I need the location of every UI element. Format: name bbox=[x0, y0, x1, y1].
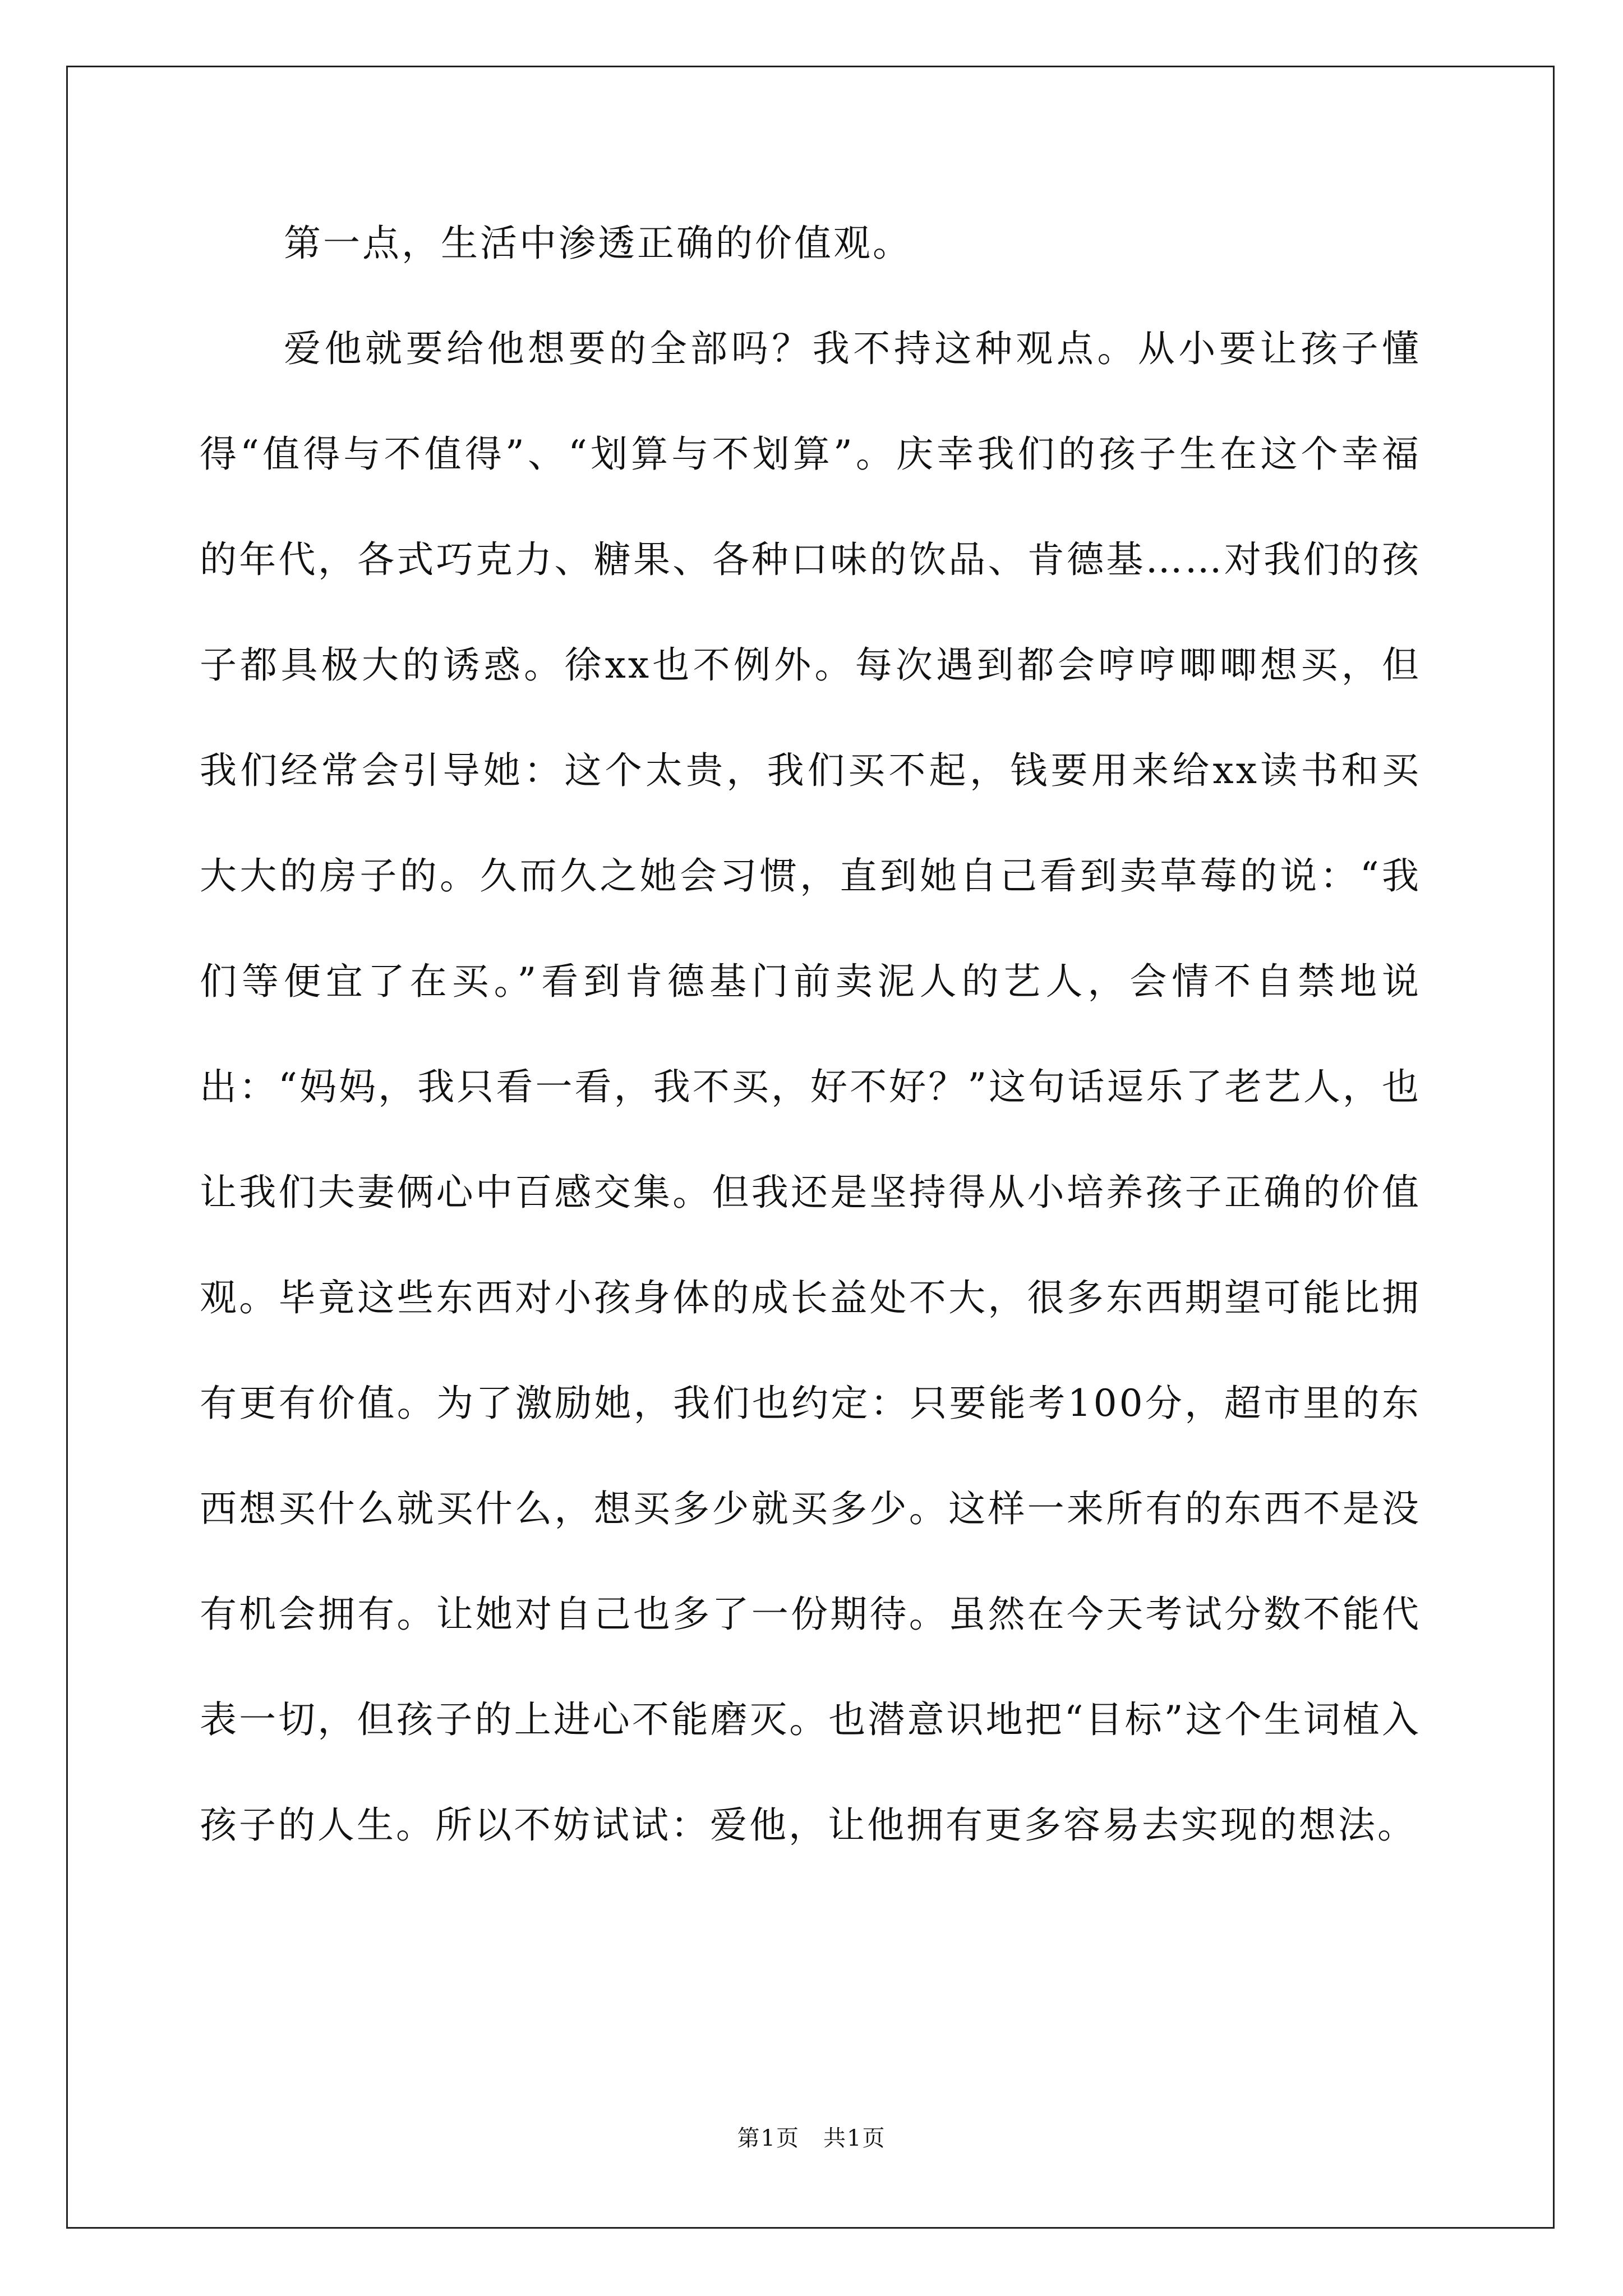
paragraph-body: 爱他就要给他想要的全部吗？我不持这种观点。从小要让孩子懂得“值得与不值得”、“划算与不划算”。庆幸我们的孩子生在这个幸福的年代，各式巧克力、糖果、各种口味的饮品、肯德基……对我们的孩子都具极大的诱惑。徐xx也不例外。每次遇到都会哼哼唧唧想买，但我们经常会引导她：这个太贵，我们买不起，钱要用来给xx读书和买大大的房子的。久而久之她会习惯，直到她自己看到卖草莓的说：“我们等便宜了在买。”看到肯德基门前卖泥人的艺人，会情不自禁地说出：“妈妈，我只看一看，我不买，好不好？”这句话逗乐了老艺人，也让我们夫妻俩心中百感交集。但我还是坚持得从小培养孩子正确的价值观。毕竟这些东西对小孩身体的成长益处不大，很多东西期望可能比拥有更有价值。为了激励她，我们也约定：只要能考100分，超市里的东西想买什么就买什么，想买多少就买多少。这样一来所有的东西不是没有机会拥有。让她对自己也多了一份期待。虽然在今天考试分数不能代表一切，但孩子的上进心不能磨灭。也潜意识地把“目标”这个生词植入孩子的人生。所以不妨试试：爱他，让他拥有更多容易去实现的想法。 bbox=[200, 327, 1421, 1847]
paragraph-heading: 第一点，生活中渗透正确的价值观。 bbox=[284, 222, 912, 265]
page-footer: 第1页 共1页 bbox=[737, 2125, 886, 2151]
document-body bbox=[200, 191, 1421, 1878]
